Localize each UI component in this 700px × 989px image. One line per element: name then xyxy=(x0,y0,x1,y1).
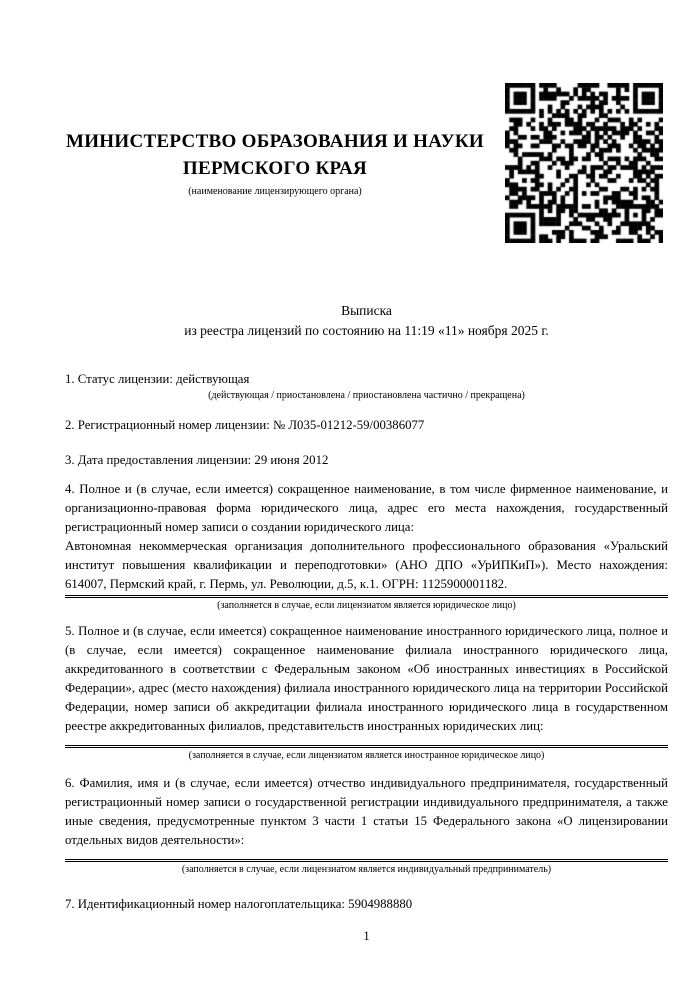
document-title-line2: из реестра лицензий по состоянию на 11:19 «11» ноября 2025 г. xyxy=(184,323,549,338)
item-6-empty-answer xyxy=(65,850,668,858)
item-2-registration-number xyxy=(65,416,668,435)
item-4-legal-entity-info xyxy=(65,480,668,612)
item-6-fill-line xyxy=(65,859,668,862)
ministry-name-line2: ПЕРМСКОГО КРАЯ xyxy=(182,158,368,179)
ministry-header xyxy=(65,128,485,198)
document-title xyxy=(65,301,668,341)
licensing-authority-caption: (наименование лицензирующего органа) xyxy=(188,186,362,197)
item-5-question: 5. Полное и (в случае, если имеется) сокращенное наименование иностранного юридического лица, полное и (в случае, если имеется) сокращенное наименование филиала иностранного юридического лица, аккредитованного в соответствии с Федеральным законом «Об иностранных инвестициях в Российской Федерации», адрес (место нахождения) филиала иностранного юридического лица на территории Российской Федерации, номер записи об аккредитации филиала иностранного юридического лица в государственном реестре аккредитованных филиалов, представительств иностранных юридических лиц: xyxy=(65,624,668,733)
item-7-text: 7. Идентификационный номер налогоплательщика: 5904988880 xyxy=(65,897,413,911)
item-5-caption: (заполняется в случае, если лицензиатом является иностранное юридическое лицо) xyxy=(188,750,545,761)
page-number: 1 xyxy=(363,929,370,943)
item-6-individual-entrepreneur-info xyxy=(65,774,668,876)
item-7-taxpayer-id xyxy=(65,895,668,914)
qr-code-icon xyxy=(505,83,663,243)
item-3-text: 3. Дата предоставления лицензии: 29 июня 2012 xyxy=(65,453,329,467)
item-1-license-status xyxy=(65,370,668,402)
item-4-fill-line xyxy=(65,595,668,598)
item-4-caption: (заполняется в случае, если лицензиатом является юридическое лицо) xyxy=(217,600,516,611)
item-6-question: 6. Фамилия, имя и (в случае, если имеется) отчество индивидуального предпринимателя, государственный регистрационный номер записи о государственной регистрации индивидуального предпринимателя, а также иные сведения, предусмотренные пунктом 3 части 1 статьи 15 Федерального закона «О лицензировании отдельных видов деятельности»: xyxy=(65,776,668,847)
item-4-question: 4. Полное и (в случае, если имеется) сокращенное наименование, в том числе фирменное наименование, и организационно-правовая форма юридического лица, адрес его места нахождения, государственный регистрационный номер записи о создании юридического лица: xyxy=(65,482,668,534)
item-2-text: 2. Регистрационный номер лицензии: № Л035-01212-59/00386077 xyxy=(65,418,425,432)
document-title-line1: Выписка xyxy=(341,303,392,318)
item-5-empty-answer xyxy=(65,736,668,744)
item-5-fill-line xyxy=(65,745,668,748)
item-3-license-grant-date xyxy=(65,451,668,470)
ministry-name-line1: МИНИСТЕРСТВО ОБРАЗОВАНИЯ И НАУКИ xyxy=(65,131,485,152)
item-5-foreign-entity-info xyxy=(65,622,668,762)
item-6-caption: (заполняется в случае, если лицензиатом является индивидуальный предприниматель) xyxy=(181,864,552,875)
item-1-text: 1. Статус лицензии: действующая xyxy=(65,372,250,386)
item-1-caption: (действующая / приостановлена / приостановлена частично / прекращена) xyxy=(208,390,525,401)
item-4-answer: Автономная некоммерческая организация дополнительного профессионального образования «Уральский институт повышения квалификации и переподготовки» (АНО ДПО «УрИПКиП»). Место нахождения: 614007, Пермский край, г. Пермь, ул. Революции, д.5, к.1. ОГРН: 1125900001182. xyxy=(65,539,668,591)
